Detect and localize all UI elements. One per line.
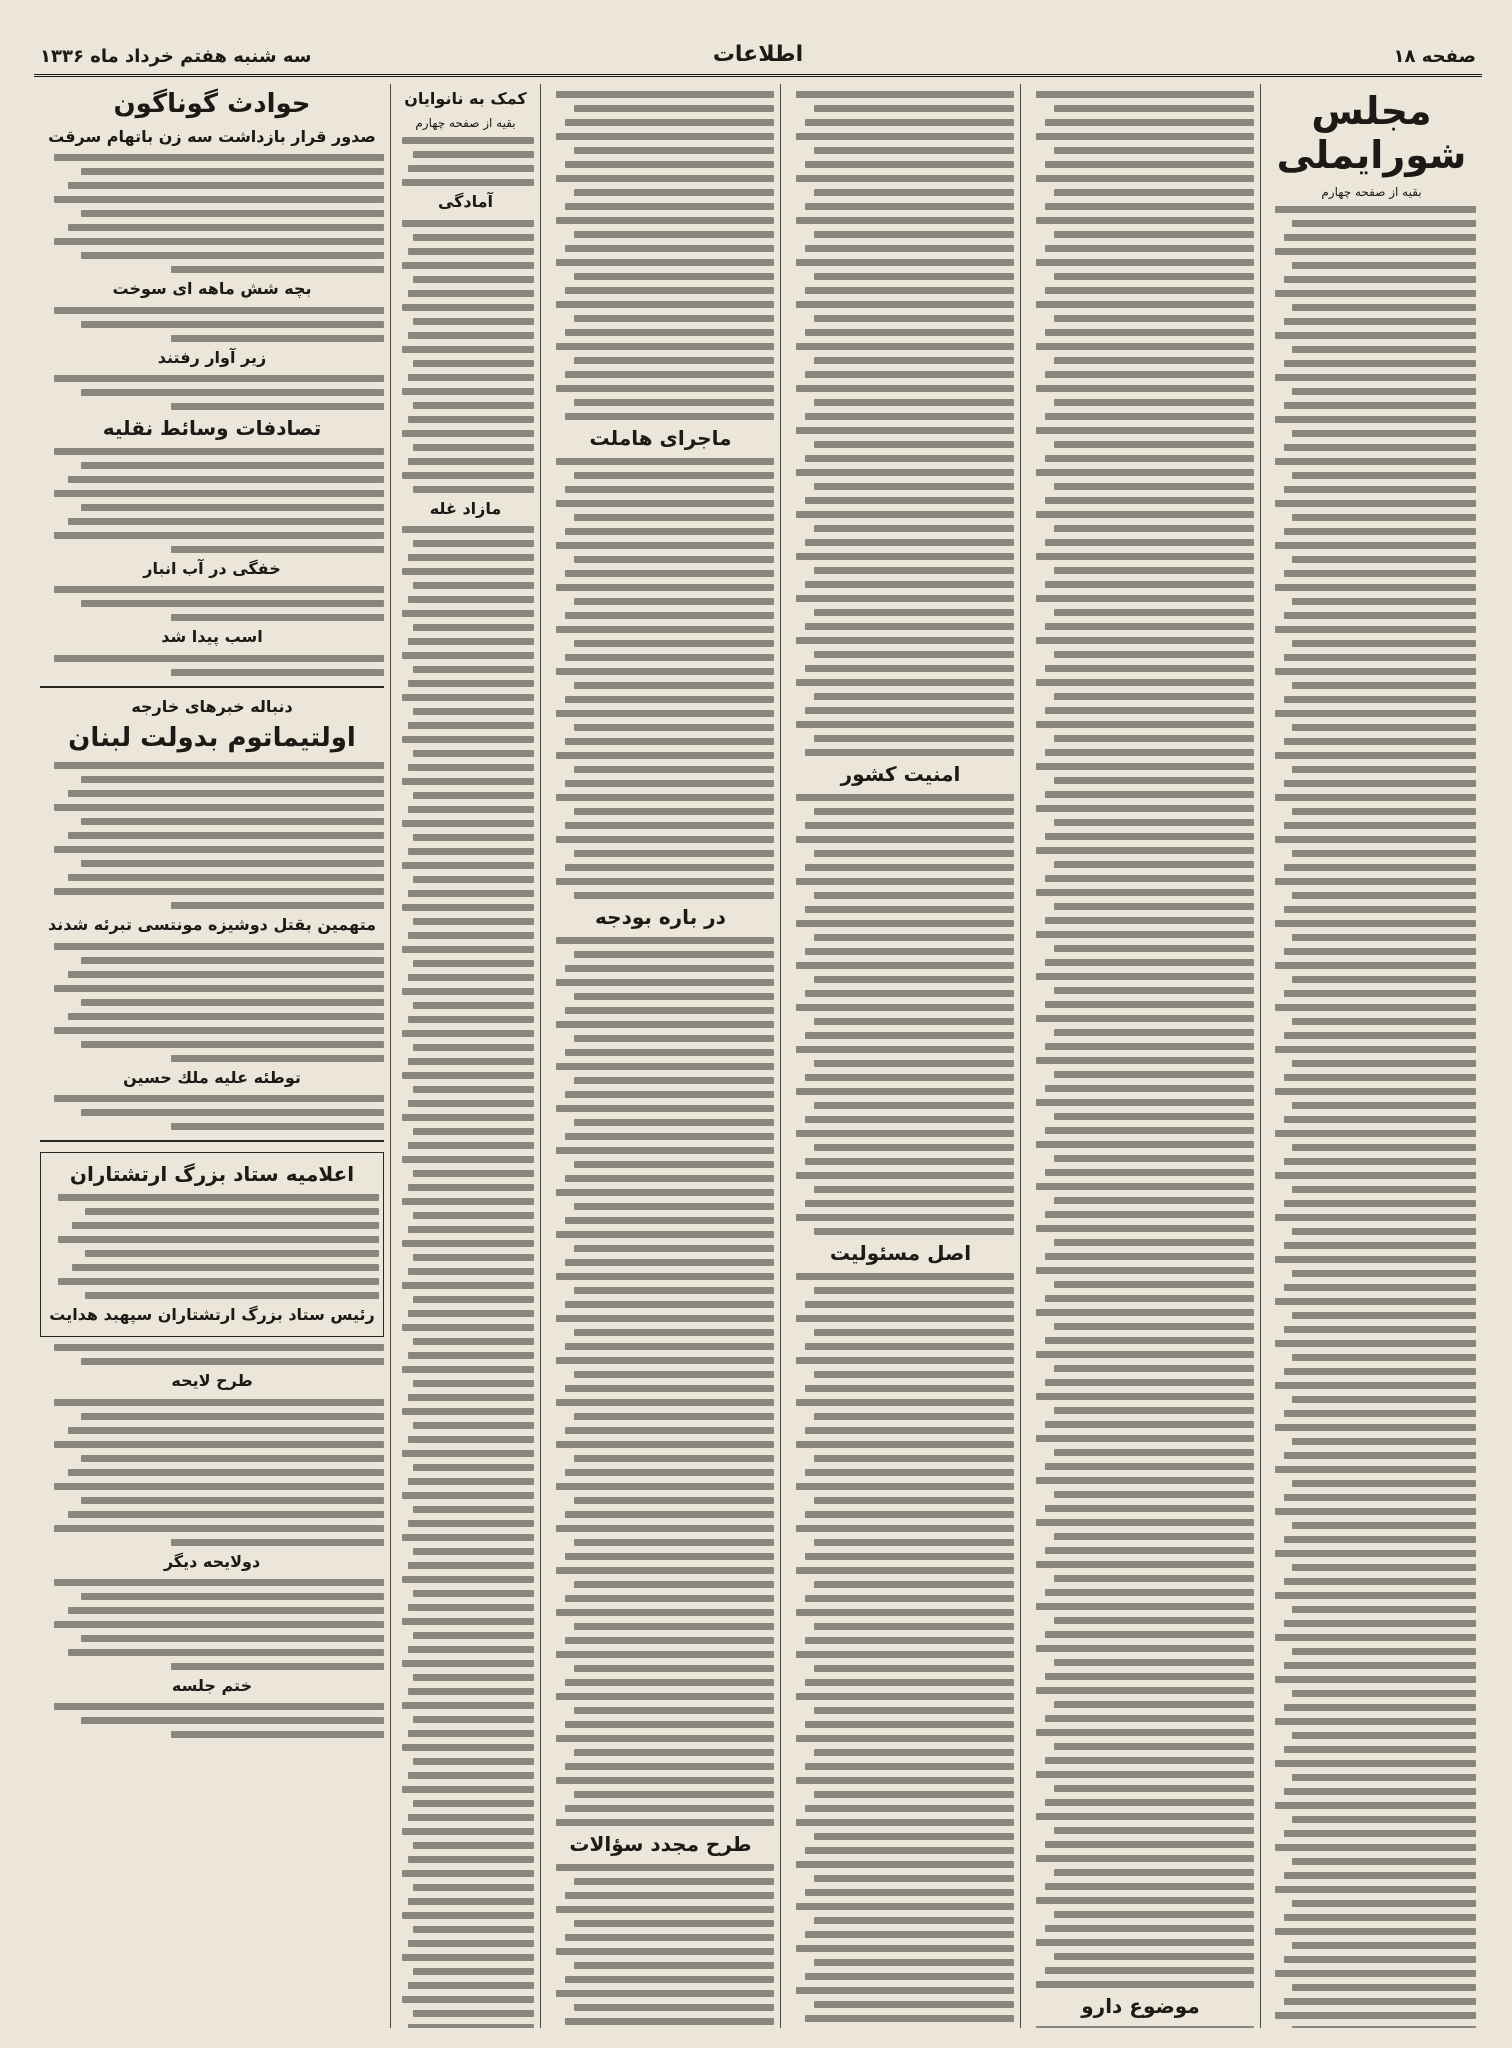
page-number: صفحه ۱۸: [1393, 46, 1476, 67]
headline-lebanon-ultimatum: اولتیماتوم بدولت لبنان: [68, 723, 356, 754]
news-item-title: ختم جلسه: [171, 1676, 253, 1696]
continued-note: بقیه از صفحه چهارم: [1321, 185, 1422, 200]
news-item-title: اسب پیدا شد: [161, 627, 263, 647]
column-5: [390, 84, 540, 2028]
section-heading: طرح مجدد سؤالات: [569, 1832, 752, 1856]
headline-army-staff: اعلامیه ستاد بزرگ ارتشتاران: [69, 1161, 355, 1186]
headline-majlis: مجلس شورایملی: [1276, 89, 1467, 177]
column-1: [1260, 84, 1482, 2028]
army-announcement-box: [40, 1152, 384, 1337]
newspaper-name: اطلاعات: [712, 42, 804, 67]
issue-date: سه شنبه هفتم خرداد ماه ۱۳۳۶: [40, 46, 312, 67]
column-6: [34, 84, 390, 2028]
news-item-title: صدور قرار بازداشت سه زن باتهام سرقت: [48, 126, 376, 146]
headline-accidents: تصادفات وسائط نقلیه: [102, 416, 322, 441]
headline-misc-events: حوادث گوناگون: [113, 89, 311, 119]
column-2: [1020, 84, 1260, 2028]
news-item-title: خفگی در آب انبار: [143, 559, 281, 579]
column-3: [780, 84, 1020, 2028]
column-4: [540, 84, 780, 2028]
section-heading: امنیت کشور: [840, 762, 961, 786]
section-heading: اصل مسئولیت: [829, 1241, 972, 1265]
news-item-title: دولایحه دیگر: [163, 1551, 261, 1571]
continued-note: بقیه از صفحه چهارم: [415, 116, 516, 131]
section-heading: مازاد غله: [429, 498, 502, 518]
newspaper-page: [34, 40, 1482, 2030]
news-item-title: بچه شش ماهه ای سوخت: [112, 279, 312, 299]
headline-bakers: کمک به نانوایان: [404, 89, 527, 108]
section-heading: در باره بودجه: [595, 905, 726, 929]
news-item-title: توطئه علیه ملك حسین: [123, 1067, 301, 1087]
news-item-title: زیر آوار رفتند: [157, 347, 267, 367]
section-heading: موضوع دارو: [1081, 1994, 1200, 2018]
news-item-title: طرح لایحه: [171, 1371, 253, 1391]
news-item-title: متهمین بقتل دوشیزه مونتسی تبرئه شدند: [47, 915, 377, 935]
signature-line: رئیس ستاد بزرگ ارتشتاران سپهبد هدایت: [49, 1304, 375, 1324]
page-header: [34, 40, 1482, 77]
section-heading: آمادگی: [437, 192, 494, 212]
section-heading: ماجرای هاملت: [589, 426, 732, 450]
headline-foreign-news: دنباله خبرهای خارجه: [131, 696, 293, 716]
